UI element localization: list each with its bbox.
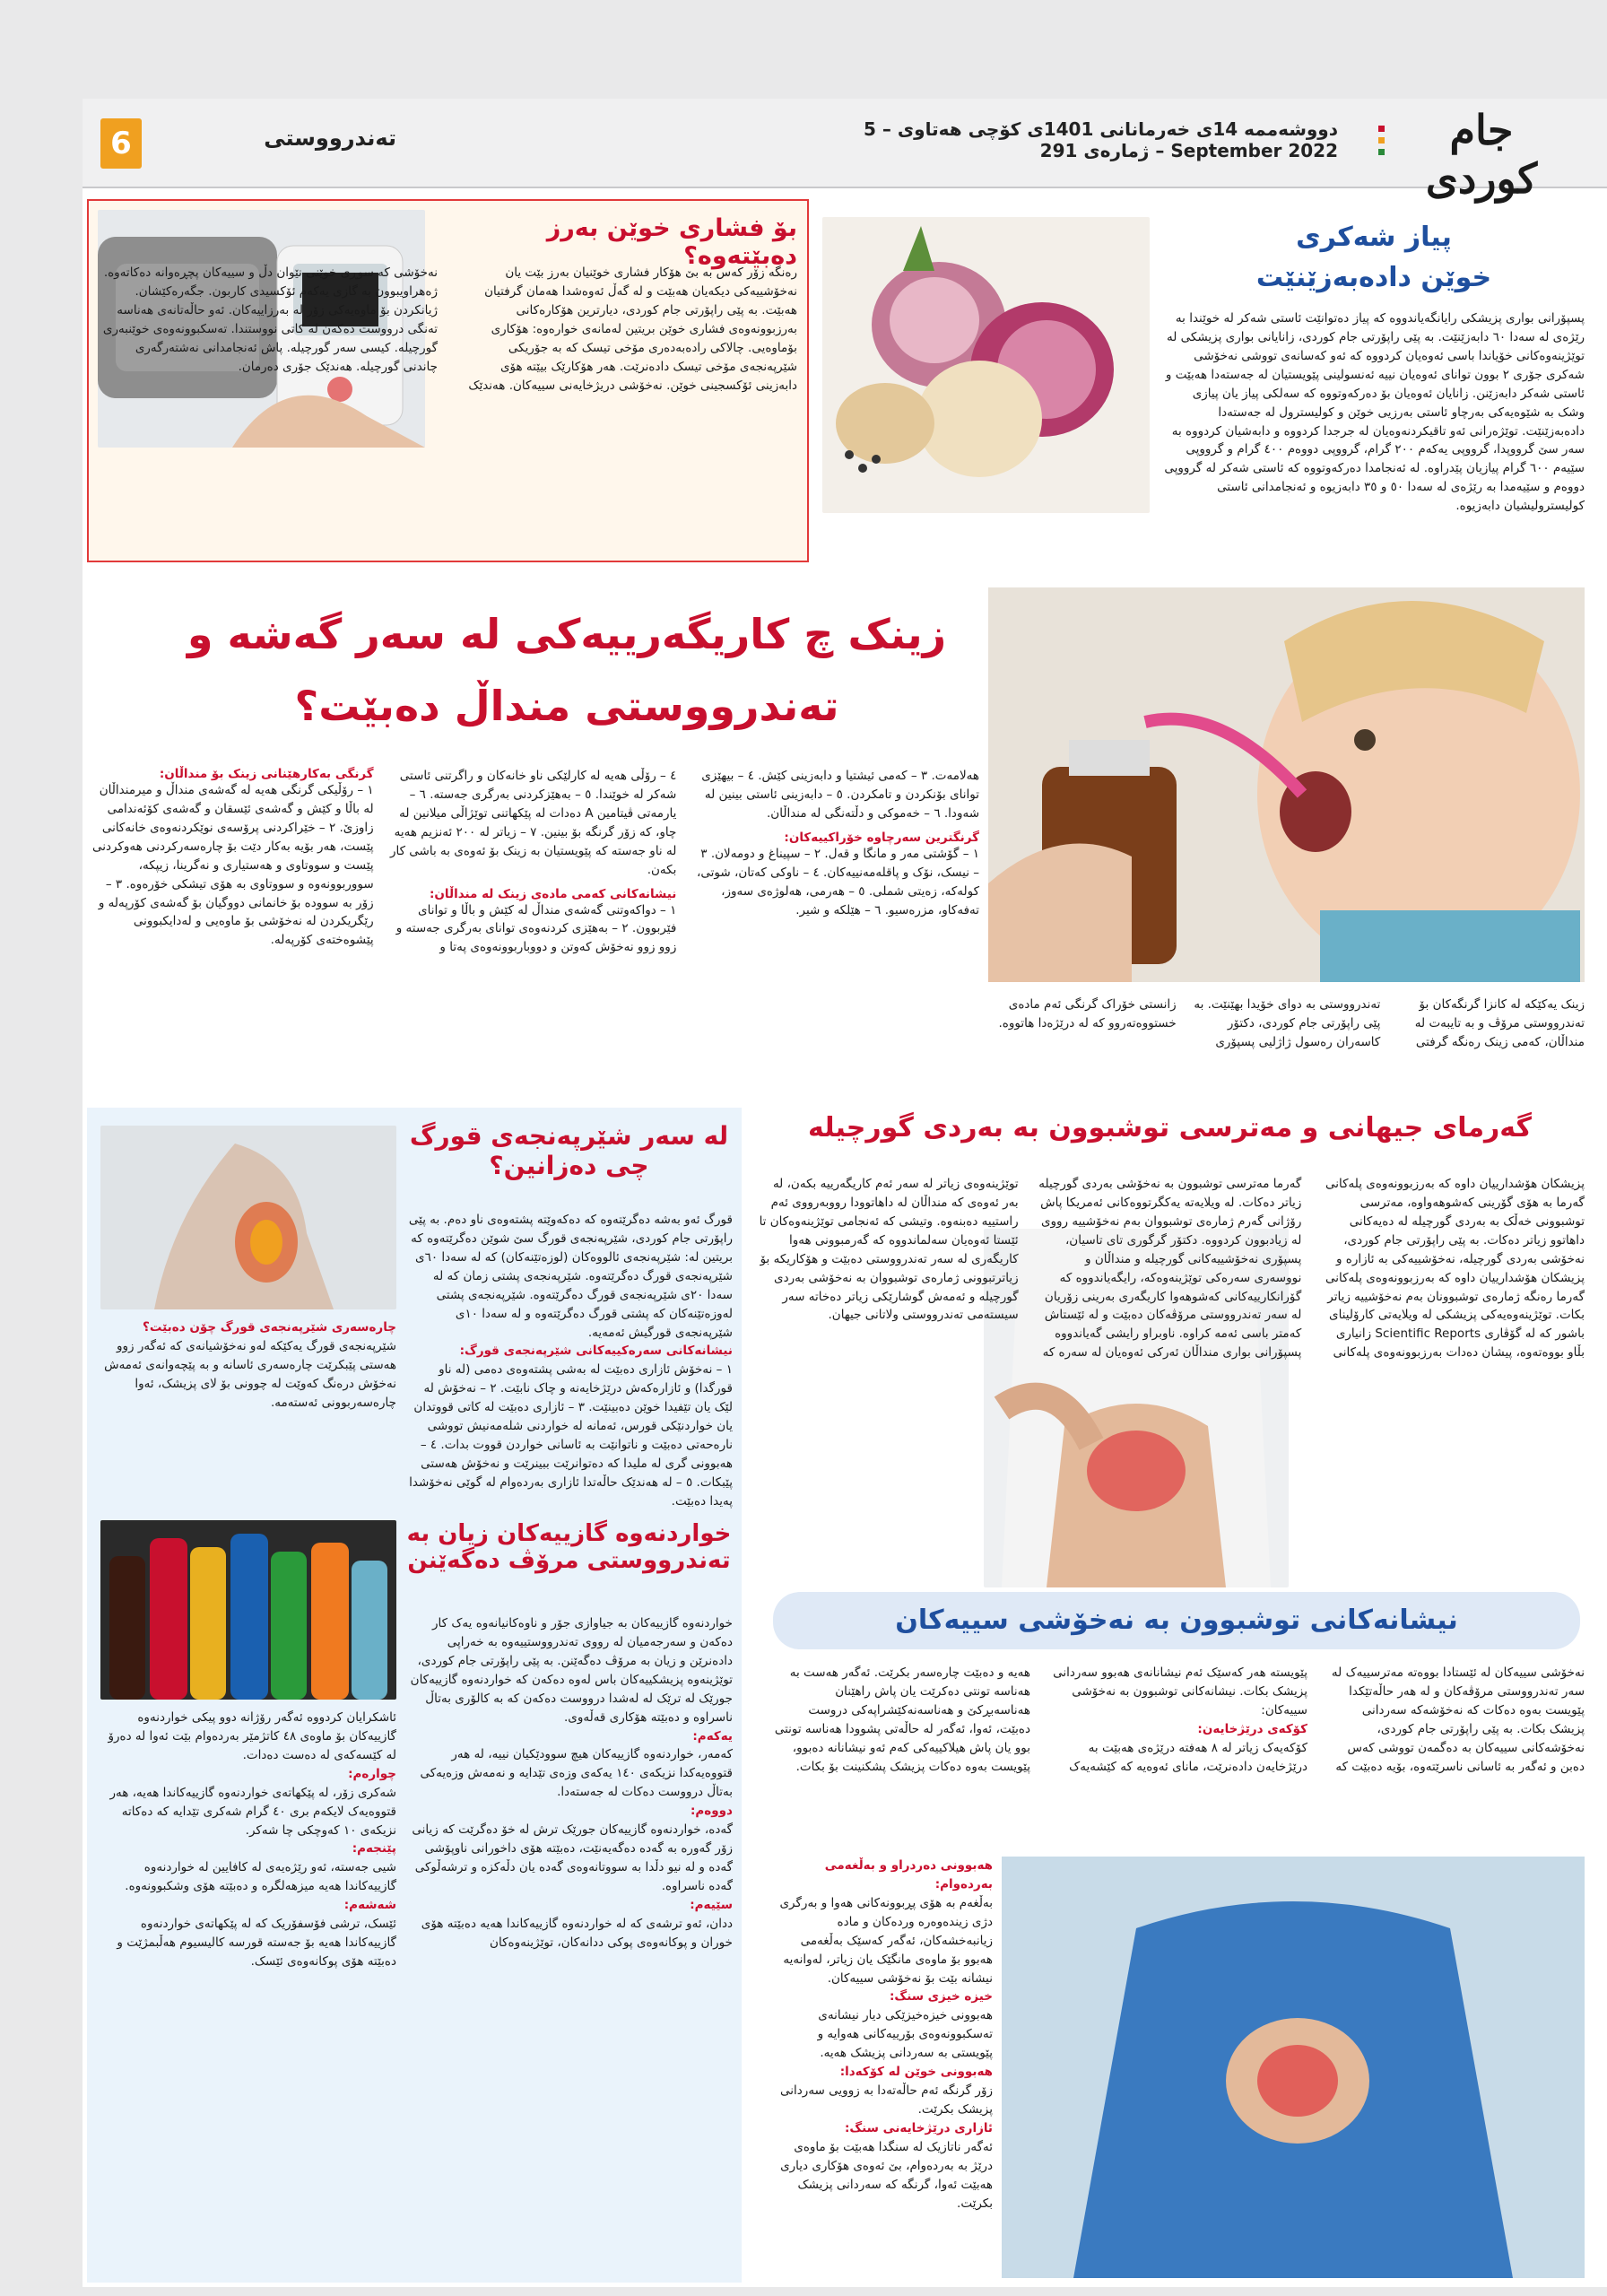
- throat-body-text: قورگ ئەو بەشە دەگرێتەوە کە دەکەوێتە پشتەوەی ناو دەم. بە پێی راپۆرتی جام کوردی، شێرپەنجەی قورگ سێ شوێن دەگرێتەوە کە بریتین لە: شێرپەنجەی ئالووەکان (لوزەتێنەکان) کە لە سەدا ٦٠ی شێرپەنجەی قورگ دەگرێتەوە. شێرپەنجەی پشتی زمان کە لە سەدا ٢٠ی شێرپەنجەی قورگ دەگرێتەوە. شێرپەنجەی پشتی لەوزەتێنەکان کە پشتی قورگ دەگرێتەوە و لە سەدا ١٠ی شێرپەنجەی قورگیش ئەمەیە.: [408, 1213, 733, 1340]
- zinc-title-line2: [163, 682, 970, 744]
- lung-sub-4: هەبوونی خوێن لە کۆکەدا:: [839, 2065, 993, 2080]
- page-number: 6: [100, 118, 142, 169]
- soda-body1-text: کەمەر، خواردنەوە گازییەکان هیچ سوودێکیان نییە، لە هەر قتووەیەکدا نزیکەی ١٤٠ یەکەی وزەی تێدایە و نەمەش وزەیەکی بەتاڵ درووست دەکات لە جەستەدا.: [420, 1747, 733, 1800]
- throat-title-line2: چی دەزانین؟: [489, 1151, 649, 1180]
- soda-sub-6: شەشەم:: [343, 1898, 396, 1913]
- blood-pressure-box: [87, 199, 809, 562]
- kidney-body-text: پزیشکان هۆشداریيان داوە کە بەرزبوونەوەی پلەکانی گەرما بە هۆی گۆرینی کەشوهەواوە، مەترسی توشبوونی خەڵک بە بەردی گورچیلە لە دەیەکانی داهاتوو زیاتر دەکات. بە پێی راپۆرتی جام کوردی، نەخۆشی بەردی گورچیلە، نەخۆشییەکی بە ئازارە و پزیشکان هۆشداریيان داوە کە بەرزبوونەوەی پلەکانی گەرما رەنگە ژمارەی توشبوونان بەم نەخۆشییە زیاتر بکات. توێژینەوەیەکی پزیشکی لە ویلایەتی کارۆلینای باشور کە لە گۆڤاری Scientific Reports زانیاری بڵاو بووەتەوە، پیشان دەدات بەرزبوونەوەی پلەکانی گەرما مەترسی توشبوون بە نەخۆشی بەردی گورچیلە زیاتر دەکات. لە ویلایەتە یەکگرتووەکانی ئەمریکا پاش رۆژانی گەرم ژمارەی توشبووان بەم نەخۆشییە رووی لە زیادبوون کردووە. دکتۆر گرگوری تای تاسیان، پسپۆری نەخۆشییەکانی گورچیلە و منداڵان و نووسەری سەرەکی توێژینەوەکە، رایگەیاندووە کە گۆرانکارییەکانی کەشوهەوا کاریگەری بەرینی زۆریان لە سەر تەندرووستی مرۆڤەکان دەبێت و لە ئێستاش کەمتر باسی ئەمە کراوە. ناوبراو رایشی گەیاندووە پسپۆرانی بواری منداڵان ئەرکی ئەوەیان لە سەرە کە توێژینەوەی زیاتر لە سەر ئەم کاریگەرییە بکەن، لە بەر ئەوەی کە منداڵان لە داهاتوودا رووبەرووی ئەم راستییە دەبنەوە. وتیشی کە ئەنجامی توێژینەوەکان تا ئێستا ئەوەیان سەلماندووە کە گەرمبوونی هەوا کاریگەری لە سەر تەندرووستی دەبێت و هۆکاریکە بۆ زیاترتبوونی ژمارەی توشبووان بە نەخۆشی بەردی گورچیلە و ئەمەش گوشارێکی زیاتر دەخاتە سەر سیستەمی تەندرووستی ولاتانی جیهان.: [759, 1177, 1585, 1361]
- kidney-body: [755, 1175, 1585, 1587]
- soda-body4-text: شەکری زۆر، لە پێکهاتەی خواردنەوە گازییەکاندا هەیە، هەر قتووەیەک لایکەم بری ٤٠ گرام شەکری تێدایە کە دەکاتە نزیکەی ١٠ کەوچکی چا شەکر.: [109, 1785, 396, 1838]
- lung-title: نیشانەکانی توشبوون بە نەخۆشی سییەکان: [773, 1592, 1580, 1649]
- dateline: دووشەممە 14ی خەرمانانی 1401ی کۆچی هەتاوی – 5 September 2022 – ژمارەی 291: [864, 118, 1338, 161]
- throat-photo: [100, 1126, 396, 1309]
- soda-photo: [100, 1520, 396, 1700]
- zinc-title-line1: [163, 610, 970, 673]
- throat-body2-text: ١ – نەخۆش ئازاری دەبێت لە بەشی پشتەوەی دەمی (لە ناو قورگدا) و ئازارەکەش درێژخایەنە و چاک نابێت. ٢ – نەخۆش لە لێک یان تێفیدا خوێن دەبینێت. ٣ – ئازاری دەبێت لە کاتی قووتدان یان خواردنێکی قورس، ئەمانە لە خواردنی شلەمەنیش تووشی نارەحەتی دەبێت و ناتوانێت بە ئاسانی خواردن قووت بدات. ٤ – هەبوونی گری لە ملیدا کە دەتوانرێت ببینرێت و نەخۆش هەستی پێبکات. ٥ – لە هەندێک حاڵەتدا ئازاری بەردەوام لە گوێی نەخۆشدا پەیدا دەبێت.: [409, 1362, 733, 1509]
- throat-continued: [100, 1318, 396, 1507]
- lung-body4-text: زۆر گرنگە ئەم حاڵەتەدا بە زوویی سەردانی پزیشک بکرێت.: [780, 2083, 993, 2117]
- zinc-col-2: [390, 767, 677, 1090]
- zinc-col1-text: ١ – رۆڵیکی گرنگی هەیە لە گەشەی منداڵ و میرمنداڵان لە باڵا و کێش و گەشەی ئێسقان و گەشەی کۆئەندامی زاوزێ. ٢ – خێراکردنی پرۆسەی نوێکردنەوەی خانەکانی پێست، هەر بۆیە بەکار دێت بۆ چارەسەرکردنی هەوکردنی پێست و سووتاوی و هەستیاری و نەگرینا، زیپکە، سووربوونەوە و سووتاوی بە هۆی تیشکی خۆرەوە. ٣ – زۆر بە سوودە بۆ خانمانی دووگیان بۆ گەشەی کۆرپەلە و رێگریکردن لە نەخۆشی بۆ ماوەیی و لەدایکبوونی پێشوەختەی کۆرپەلە.: [91, 783, 374, 948]
- newspaper-logo: جام کوردی: [1425, 106, 1538, 203]
- zinc-intro: زینک یەکێکە لە کانزا گرنگەکان بۆ تەندرووستی مرۆڤ و بە تایبەت لە منداڵان، کەمی زینک رەنگە گرفتی تەندرووستی بە دوای خۆیدا بهێنێت. بە پێی راپۆرتی جام کوردی، دکتۆر کاسەران رەسول ژاژلیی پسپۆری زانستی خۆراک گرنگی ئەم مادەی خستووەتەروو کە لە درێژەدا هاتووە.: [998, 997, 1585, 1049]
- zinc-col2-text: ٤ – رۆڵی هەیە لە کارلێکی ناو خانەکان و راگرتنی ئاستی شەکر لە خوێندا. ٥ – بەهێزکردنی بەرگری جەستە. ٦ – یارمەتی ڤیتامین A دەدات لە پێکهاتنی توێژاڵی میلانین لە چاو، کە زۆر گرنگە بۆ بینین. ٧ – زیاتر لە ٢٠٠ ئەنزیم هەیە لە ناو جەستە کە پێویستیان بە زینک بۆ ئەوەی بە باشی کار بکەن.: [389, 769, 677, 877]
- zinc-sub-2: نیشانەکانی کەمی مادەی زینک لە منداڵان:: [430, 886, 677, 901]
- soda-title: [405, 1520, 733, 1610]
- lung-body3-text: هەبوونی خیزەخیزێکی دیار نیشانەی تەسکبوونەوەی بۆرییەکانی هەوایە و پێویستی بە سەردانی پزیشک هەیە.: [817, 2008, 993, 2061]
- zinc-sub-1: گرنگی بەکارهێنانی زینک بۆ منداڵان:: [159, 767, 374, 781]
- onion-photo: [822, 217, 1150, 513]
- soda-sub-4: چوارەم:: [348, 1766, 396, 1781]
- page-header: [83, 99, 1607, 203]
- lung-body-left: [773, 1857, 993, 2278]
- throat-body3-text: شێرپەنجەی قورگ یەکێکە لەو نەخۆشیانەی کە ئەگەر زوو هەستی پێبکرێت چارەسەری ئاسانە و بە پێچەوانەی ئەمەش نەخۆش درەنگ کەوێت لە چوونی بۆ لای پزیشک، ئەوا چارەسەربوونی ئەستەمە.: [104, 1338, 396, 1410]
- onion-title-line2: خوێن دادەبەزێنێت: [1255, 262, 1492, 293]
- throat-body: [405, 1211, 733, 1509]
- onion-title-block: [1163, 217, 1585, 298]
- soda-body-right: [405, 1614, 733, 2278]
- zinc-col-1: [87, 767, 374, 1090]
- zinc-col2b-text: ١ – دواکەوتنی گەشەی منداڵ لە کێش و باڵا و توانای فێربوون. ٢ – بەهێزی کردنەوەی توانای بەرگری جەستە و زوو زوو نەخۆش کەوتن و دووباربوونەوەی پەتا و: [395, 902, 677, 955]
- zinc-col-3: [692, 767, 979, 1090]
- throat-sub-2: چارەسەری شێرپەنجەی قورگ چۆن دەبێت؟: [143, 1320, 396, 1335]
- soda-title-line2: تەندرووستی مرۆڤ دەگەێنن: [407, 1547, 731, 1574]
- kidney-title: گەرمای جیهانی و مەترسی توشبوون بە بەردی گورچیلە: [808, 1112, 1532, 1144]
- zinc-title-text-2: تەندرووستی منداڵ دەبێت؟: [294, 682, 839, 730]
- onion-body: پسپۆرانی بواری پزیشکی رایانگەیاندووە کە پیاز دەتوانێت ئاستی شەکر لە خوێندا بە رێژەی لە سەدا ٦٠ دابەزێنێت. بە پێی راپۆرتی جام کوردی، زانایانی بواری پزیشکی لە توێژینەوەکانی خۆیاندا باسی ئەوەیان کردووە کە ئەو کەسانەی تووشی نەخۆشی شەکری جۆری ٢ بوون توانای ئەوەیان نییە ئەنسولینی پێویستیان لە جەستەدا هەبێت و ئاستی شەکر دابەزێنن. زانایان ئەوەیان بۆ دەرکەوتووە کە سەلکی پیاز یان پیازی وشک بە شێوەیەکی بەرچاو ئاستی بەرزیی خوێن و کولیسترول لە جەستەدا دادەبەزێنێت. توێژەرانی ئەو تاقیکردنەوەیان لە جرجدا کردووە و دابەشیان کردووە بە سەر سێ گرووپدا، گرووپی یەکەم ٢٠٠ گرام، گرووپی دووەم ٤٠٠ گرام و گرووپی سێیەم ٦٠٠ گرام پیازیان پێدراوە. لە ئەنجامدا دەرکەوتووە کە ئاستی شەکر لە گرووپی دووەم و سێیەمدا بە رێژەی لە سەدا ٥٠ و ٣٥ دابەزیوە و ئەنجامدانی ئاستی کولیسترولیشیان دابەزیوە.: [1164, 311, 1585, 514]
- lung-sub-3: خیزە خیزی سنگ:: [889, 1989, 993, 2005]
- lung-sub-5: ئازاری درێژخایەنی سنگ:: [844, 2120, 993, 2135]
- soda-body2-text: گەدە، خواردنەوە گازییەکان جورێک ترش لە خۆ دەگرێت کە زیانی زۆر گەورە بە گەدە دەگەیەنێت، دەبێتە هۆی داخورانی ناوپۆشی گەدە و لە نیو دڵدا بە سووتانەوەی گەدە یان دڵەکزە و ترشەڵوکی گەدە ناسراوە.: [412, 1822, 733, 1893]
- soda-sub-5: پێنجەم:: [352, 1841, 396, 1857]
- blood-pressure-title: بۆ فشاری خوێن بەرز دەبێتەوە؟: [546, 214, 797, 270]
- logo-dots: [1378, 126, 1385, 161]
- soda-sub-2: دووەم:: [691, 1804, 733, 1819]
- lung-chest-photo: [1002, 1857, 1585, 2278]
- zinc-title-text-1: زینک چ کاریگەرییەکی لە سەر گەشە و: [187, 610, 947, 658]
- soda-body-text: خواردنەوە گازییەکان بە جیاوازی جۆر و ناوەکانیانەوە یەک کار دەکەن و سەرجەمیان لە رووی تەندرووستییەوە بە خەراپی دادەنرێن و زیان بە مرۆڤ دەگەێنن. بە پێی راپۆرتی جام کوردی، توێژینەوە پزیشکییەکان باس لەوە دەکەن کە خواردنەوە گازییەکان جورێک لە ترێک لە لەشدا درووست دەکەن کە بە کالۆری بەتاڵ ناسراوە و دەبێتە هۆکاری قەڵەوی.: [410, 1616, 733, 1725]
- soda-sub-1: یەکەم:: [692, 1728, 733, 1744]
- soda-body-left: [100, 1709, 396, 2278]
- onion-title-line1: پیاز شەکری: [1296, 222, 1452, 253]
- blood-pressure-body: رەنگە زۆر کەس بە بێ هۆکار فشاری خوێنیان بەرز بێت یان نەخۆشییەکی دیکەیان هەبێت و لە گەڵ ئەوەشدا هەمان گرفتیان هەبێت. بە پێی راپۆرتی جام کوردی، دیارترین هۆکارەکانی بەرزبوونەوەی فشاری خوێن بریتین لەمانەی خوارەوە: هۆکاری بۆماوەیی. چالاکی رادەبەدەری مۆخی تیسک کە بە جۆریکی شێرپەنجەی مۆخی تیسک دادەنرێت. هەر هۆکارێک بیێتە هۆی دابەزینی ئۆکسجینی خوێن. نەخۆشی دریژخایەنی سییەکان. هەندێک نەخۆشی کە سوڕی خوێنی نێوان دڵ و سییەکان پچڕەوانە دەکاتەوە. ژەهراویبوون بە گازی یەکەم ئۆکسیدی کاربون. جگەرەکێشان. ژیانکردن بۆ ماوەیەکی زۆر لە بەرزاییەکان. ئەو حاڵەتانەی هەناسە تەنگی درووست دەکەن لە کاتی نووستندا. تەسکبوونەوەی خوێنبەری گورچیلە. کیسی سەر گورچیلە. پاش ئەنجامدانی نەشتەرگەری چاندنی گورچیلە. هەندێک جۆری دەرمان.: [102, 265, 797, 393]
- zinc-columns: [87, 767, 979, 1090]
- lung-body1-text: کۆکەیەک زیاتر لە ٨ هەفتە درێژەی هەبێت بە درێژخایەن دادەنرێت، ماناى ئەوەیە کە کێشەیەک هەیە و دەبێت چارەسەر بکرێت. ئەگەر هەست بە هەناسە تونتی دەکرێت یان پاش راهێنان هەناسەبڕکێ و هەناسەنەکێشراپەکی دروست دەبێت، ئەوا، ئەگەر لە حاڵەتی پشوودا هەناسە تونتی بوو یان پاش هیلاکییەکی کەم ئەو نیشانانە دەبوو، پێویست بەوە دەکات پزیشک پشکنینت بۆ بکات.: [774, 1665, 1307, 1774]
- throat-title: [405, 1121, 733, 1211]
- newspaper-page: [83, 99, 1607, 2287]
- lung-sub-1: کۆکەی درێژخایەن:: [1197, 1721, 1307, 1736]
- lung-body-top: [773, 1664, 1585, 1852]
- throat-sub-1: نیشانەکانی سەرەکییەکانی شێرپەنجەی قورگ:: [459, 1344, 733, 1359]
- soda-body6-text: ئێسک، ترشی فۆسفۆریک کە لە پێکهاتەی خواردنەوە گازییەکاندا هەیە بۆ جەستە قورسە کالیسیوم هەڵبمژێت و دەبێتە هۆی پوکانەوەی ئێسک.: [117, 1917, 396, 1969]
- lung-body2-text: بەڵغەم بە هۆی پڕبوونەکانی هەوا و بەرگری دژی زیندەوەرە وردەکان و مادە زیانبەخشەکان، ئەگەر کەسێک بەڵغەمی هەبوو بۆ ماوەی مانگێک یان زیاتر، لەوانەیە نیشانە بێت بۆ نەخۆشی سییەکان.: [779, 1895, 993, 1986]
- zinc-sub-3: گرنگترین سەرچاوە خۆراکییەکان:: [784, 830, 980, 845]
- soda-body5-text: شیی جەستە، ئەو رێژەیەی لە کافایین لە خواردنەوە گازییەکاندا هەیە میزهەلگرە و دەبێتە هۆی وشکبوونەوە.: [125, 1860, 396, 1894]
- soda-col2-text: ئاشکرایان کردووە ئەگەر رۆژانە دوو پیکی خواردنەوە گازییەکان بۆ ماوەی ٤٨ کاتژمێر بەردەوام بێت ئەوا لە دەرۆ لە کێسەکەی لە دەست دەدات.: [108, 1710, 396, 1762]
- lung-body5-text: ئەگەر ناتازیک لە سنگدا هەبێت بۆ ماوەی درێژ بە بەردەوام، بێ ئەوەی هۆکاری دیاری هەبێت ئەوا، گرنگە کە سەردانی پزیشک بکرێت.: [780, 2139, 993, 2211]
- soda-sub-3: سێیەم:: [690, 1897, 733, 1912]
- zinc-col3-text: هەلامەت. ٣ – کەمی ئیشتیا و دابەزینی کێش. ٤ – بیهێزی توانای بۆنکردن و تامکردن. ٥ – دابەزینی ئاستی بینین لە شەودا. ٦ – خەموکی و دڵتەنگی لە منداڵان.: [701, 769, 980, 821]
- zinc-col3b-text: ١ – گۆشتی مەر و مانگا و قەل. ٢ – سپیناغ و دومەلان. ٣ – نیسک، نۆک و پاقلەمەنییەکان. ٤ – ناوکی کەتان، شوتی، کولەکە، زەیتی شملی. ٥ – هەرمی، هەلوژەی سەوز، تەفەکاو، مزرەسیو. ٦ – هێلکە و شیر.: [697, 846, 980, 918]
- lung-body-text: نەخۆشی سییەکان لە ئێستادا بووەتە مەترسییەک لە سەر تەندرووستی مرۆڤەکان و لە هەر حاڵەتێکدا پێویست بەوە دەکات کە نەخۆشەکە سەردانی پزیشک بکات. بە پێی راپۆرتی جام کوردی، نەخۆشەکانی سییەکان بە دەگمەن تووشی کەس دەبن و ئەگەر بە ئاسانی ناسرێتەوە، بۆیە دەبێت کە پێویستە هەر کەسێک ئەم نیشانانەی هەبوو سەردانی پزیشک بکات. نیشانەکانی توشبوون بە نەخۆشی سییەکان:: [1053, 1665, 1585, 1774]
- section-title: تەندرووستی: [264, 126, 396, 151]
- zinc-child-photo: [988, 587, 1585, 982]
- soda-title-line1: خواردنەوە گازییەکان زیان بە: [406, 1520, 732, 1547]
- soda-body3-text: ددان، ئەو ترشەی کە لە خواردنەوە گازییەکاندا هەیە دەبێتە هۆی خوران و پوکانەوەی پوکی ددانەکان، توێژینەوەکان: [421, 1916, 733, 1950]
- lung-sub-2: هەبوونی دەردراو و بەڵغەمی بەردەوام:: [824, 1858, 993, 1892]
- throat-title-line1: لە سەر شێرپەنجەی قورگ: [409, 1121, 729, 1151]
